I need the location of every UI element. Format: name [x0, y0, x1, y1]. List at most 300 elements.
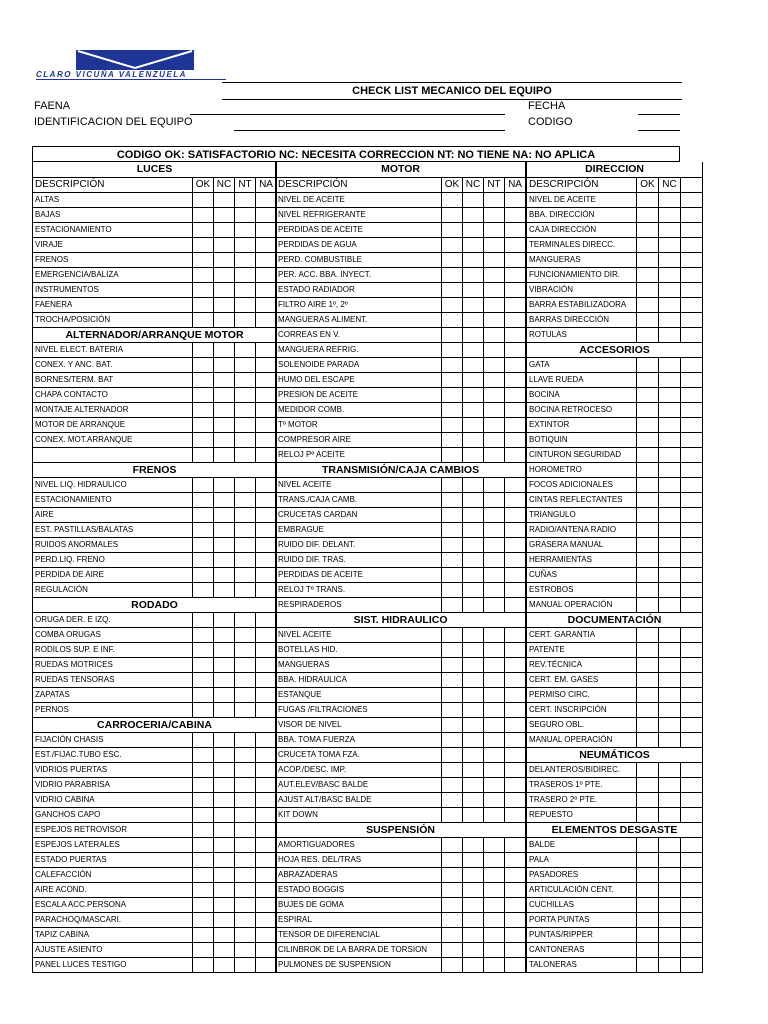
na-checkbox[interactable] [505, 762, 526, 777]
nc-checkbox[interactable] [463, 747, 484, 762]
ok-checkbox[interactable] [442, 942, 463, 957]
ok-checkbox[interactable] [193, 942, 214, 957]
nt-checkbox[interactable] [235, 312, 256, 327]
nt-checkbox[interactable] [484, 387, 505, 402]
ok-checkbox[interactable] [442, 912, 463, 927]
extra-checkbox[interactable] [681, 702, 703, 717]
nt-checkbox[interactable] [484, 327, 505, 342]
nt-checkbox[interactable] [484, 912, 505, 927]
faena-field[interactable] [190, 114, 505, 115]
ok-checkbox[interactable] [442, 342, 463, 357]
nc-checkbox[interactable] [214, 402, 235, 417]
na-checkbox[interactable] [256, 342, 277, 357]
ok-checkbox[interactable] [442, 837, 463, 852]
na-checkbox[interactable] [505, 807, 526, 822]
nc-checkbox[interactable] [214, 252, 235, 267]
ok-checkbox[interactable] [193, 912, 214, 927]
nt-checkbox[interactable] [484, 837, 505, 852]
na-checkbox[interactable] [256, 192, 277, 207]
extra-checkbox[interactable] [681, 867, 703, 882]
na-checkbox[interactable] [505, 867, 526, 882]
nt-checkbox[interactable] [484, 597, 505, 612]
extra-checkbox[interactable] [681, 537, 703, 552]
ok-checkbox[interactable] [442, 762, 463, 777]
ok-checkbox[interactable] [193, 687, 214, 702]
nc-checkbox[interactable] [214, 672, 235, 687]
nt-checkbox[interactable] [235, 357, 256, 372]
fecha-field[interactable] [638, 114, 680, 115]
na-checkbox[interactable] [256, 642, 277, 657]
nt-checkbox[interactable] [484, 552, 505, 567]
ok-checkbox[interactable] [193, 747, 214, 762]
na-checkbox[interactable] [256, 627, 277, 642]
nt-checkbox[interactable] [235, 702, 256, 717]
nc-checkbox[interactable] [214, 537, 235, 552]
extra-checkbox[interactable] [681, 927, 703, 942]
nc-checkbox[interactable] [463, 777, 484, 792]
extra-checkbox[interactable] [681, 192, 703, 207]
nc-checkbox[interactable] [463, 222, 484, 237]
ok-checkbox[interactable] [442, 252, 463, 267]
na-checkbox[interactable] [256, 957, 277, 972]
ok-checkbox[interactable] [442, 747, 463, 762]
nc-checkbox[interactable] [214, 687, 235, 702]
nt-checkbox[interactable] [235, 432, 256, 447]
nt-checkbox[interactable] [235, 387, 256, 402]
na-checkbox[interactable] [505, 852, 526, 867]
extra-checkbox[interactable] [681, 882, 703, 897]
nt-checkbox[interactable] [484, 417, 505, 432]
nc-checkbox[interactable] [659, 297, 681, 312]
nt-checkbox[interactable] [235, 897, 256, 912]
nt-checkbox[interactable] [484, 537, 505, 552]
nt-checkbox[interactable] [484, 252, 505, 267]
nt-checkbox[interactable] [235, 747, 256, 762]
nc-checkbox[interactable] [463, 387, 484, 402]
nc-checkbox[interactable] [214, 867, 235, 882]
extra-checkbox[interactable] [681, 282, 703, 297]
ok-checkbox[interactable] [442, 477, 463, 492]
ok-checkbox[interactable] [637, 477, 659, 492]
nt-checkbox[interactable] [235, 492, 256, 507]
nc-checkbox[interactable] [463, 807, 484, 822]
ok-checkbox[interactable] [442, 597, 463, 612]
ok-checkbox[interactable] [193, 252, 214, 267]
na-checkbox[interactable] [256, 807, 277, 822]
na-checkbox[interactable] [505, 882, 526, 897]
nc-checkbox[interactable] [463, 447, 484, 462]
na-checkbox[interactable] [256, 312, 277, 327]
nc-checkbox[interactable] [214, 627, 235, 642]
ok-checkbox[interactable] [442, 402, 463, 417]
na-checkbox[interactable] [505, 282, 526, 297]
ok-checkbox[interactable] [637, 942, 659, 957]
na-checkbox[interactable] [505, 777, 526, 792]
nt-checkbox[interactable] [484, 372, 505, 387]
nt-checkbox[interactable] [484, 897, 505, 912]
na-checkbox[interactable] [256, 582, 277, 597]
na-checkbox[interactable] [505, 702, 526, 717]
ok-checkbox[interactable] [193, 537, 214, 552]
nt-checkbox[interactable] [235, 252, 256, 267]
nt-checkbox[interactable] [235, 912, 256, 927]
ok-checkbox[interactable] [442, 312, 463, 327]
nc-checkbox[interactable] [214, 492, 235, 507]
ok-checkbox[interactable] [637, 327, 659, 342]
nc-checkbox[interactable] [659, 267, 681, 282]
nc-checkbox[interactable] [214, 477, 235, 492]
ok-checkbox[interactable] [193, 837, 214, 852]
na-checkbox[interactable] [505, 912, 526, 927]
ok-checkbox[interactable] [637, 657, 659, 672]
nc-checkbox[interactable] [463, 552, 484, 567]
nc-checkbox[interactable] [214, 957, 235, 972]
nc-checkbox[interactable] [659, 597, 681, 612]
extra-checkbox[interactable] [681, 942, 703, 957]
na-checkbox[interactable] [256, 897, 277, 912]
na-checkbox[interactable] [256, 927, 277, 942]
nc-checkbox[interactable] [214, 522, 235, 537]
nc-checkbox[interactable] [659, 687, 681, 702]
extra-checkbox[interactable] [681, 207, 703, 222]
na-checkbox[interactable] [256, 912, 277, 927]
na-checkbox[interactable] [505, 642, 526, 657]
nc-checkbox[interactable] [659, 222, 681, 237]
ok-checkbox[interactable] [637, 567, 659, 582]
nt-checkbox[interactable] [484, 567, 505, 582]
na-checkbox[interactable] [505, 507, 526, 522]
nc-checkbox[interactable] [214, 387, 235, 402]
nc-checkbox[interactable] [463, 582, 484, 597]
na-checkbox[interactable] [256, 282, 277, 297]
ok-checkbox[interactable] [637, 687, 659, 702]
ok-checkbox[interactable] [442, 417, 463, 432]
nt-checkbox[interactable] [484, 492, 505, 507]
ok-checkbox[interactable] [193, 807, 214, 822]
nt-checkbox[interactable] [484, 867, 505, 882]
na-checkbox[interactable] [505, 552, 526, 567]
na-checkbox[interactable] [505, 732, 526, 747]
ok-checkbox[interactable] [193, 882, 214, 897]
ok-checkbox[interactable] [442, 672, 463, 687]
nc-checkbox[interactable] [463, 837, 484, 852]
ok-checkbox[interactable] [442, 852, 463, 867]
nt-checkbox[interactable] [235, 687, 256, 702]
na-checkbox[interactable] [505, 252, 526, 267]
nc-checkbox[interactable] [659, 702, 681, 717]
nc-checkbox[interactable] [463, 537, 484, 552]
nc-checkbox[interactable] [463, 627, 484, 642]
nc-checkbox[interactable] [659, 252, 681, 267]
nc-checkbox[interactable] [214, 792, 235, 807]
ok-checkbox[interactable] [193, 777, 214, 792]
nc-checkbox[interactable] [463, 567, 484, 582]
nc-checkbox[interactable] [214, 237, 235, 252]
nc-checkbox[interactable] [659, 552, 681, 567]
extra-checkbox[interactable] [681, 732, 703, 747]
extra-checkbox[interactable] [681, 507, 703, 522]
nc-checkbox[interactable] [659, 492, 681, 507]
extra-checkbox[interactable] [681, 762, 703, 777]
na-checkbox[interactable] [256, 297, 277, 312]
nt-checkbox[interactable] [235, 612, 256, 627]
nc-checkbox[interactable] [463, 432, 484, 447]
ok-checkbox[interactable] [442, 687, 463, 702]
na-checkbox[interactable] [505, 522, 526, 537]
ok-checkbox[interactable] [193, 762, 214, 777]
na-checkbox[interactable] [256, 612, 277, 627]
na-checkbox[interactable] [256, 552, 277, 567]
ok-checkbox[interactable] [637, 837, 659, 852]
na-checkbox[interactable] [505, 927, 526, 942]
nc-checkbox[interactable] [659, 522, 681, 537]
na-checkbox[interactable] [256, 657, 277, 672]
na-checkbox[interactable] [256, 432, 277, 447]
na-checkbox[interactable] [256, 417, 277, 432]
ok-checkbox[interactable] [442, 717, 463, 732]
ok-checkbox[interactable] [442, 357, 463, 372]
nt-checkbox[interactable] [235, 957, 256, 972]
nc-checkbox[interactable] [659, 792, 681, 807]
ok-checkbox[interactable] [193, 357, 214, 372]
nc-checkbox[interactable] [463, 897, 484, 912]
extra-checkbox[interactable] [681, 687, 703, 702]
na-checkbox[interactable] [505, 747, 526, 762]
ok-checkbox[interactable] [442, 567, 463, 582]
ok-checkbox[interactable] [637, 807, 659, 822]
ok-checkbox[interactable] [442, 867, 463, 882]
nt-checkbox[interactable] [235, 882, 256, 897]
nc-checkbox[interactable] [214, 852, 235, 867]
ok-checkbox[interactable] [442, 207, 463, 222]
nt-checkbox[interactable] [235, 582, 256, 597]
nt-checkbox[interactable] [484, 927, 505, 942]
ok-checkbox[interactable] [193, 672, 214, 687]
extra-checkbox[interactable] [681, 777, 703, 792]
na-checkbox[interactable] [505, 792, 526, 807]
na-checkbox[interactable] [505, 417, 526, 432]
nc-checkbox[interactable] [463, 702, 484, 717]
nt-checkbox[interactable] [235, 627, 256, 642]
nc-checkbox[interactable] [659, 477, 681, 492]
na-checkbox[interactable] [505, 372, 526, 387]
ok-checkbox[interactable] [637, 492, 659, 507]
nt-checkbox[interactable] [484, 852, 505, 867]
na-checkbox[interactable] [256, 252, 277, 267]
na-checkbox[interactable] [256, 687, 277, 702]
ok-checkbox[interactable] [442, 792, 463, 807]
nc-checkbox[interactable] [463, 957, 484, 972]
nc-checkbox[interactable] [463, 192, 484, 207]
nc-checkbox[interactable] [659, 507, 681, 522]
nc-checkbox[interactable] [659, 732, 681, 747]
ok-checkbox[interactable] [637, 192, 659, 207]
nt-checkbox[interactable] [484, 627, 505, 642]
nt-checkbox[interactable] [484, 297, 505, 312]
nt-checkbox[interactable] [235, 642, 256, 657]
nt-checkbox[interactable] [484, 282, 505, 297]
ok-checkbox[interactable] [442, 537, 463, 552]
ok-checkbox[interactable] [637, 792, 659, 807]
na-checkbox[interactable] [505, 387, 526, 402]
ok-checkbox[interactable] [637, 537, 659, 552]
extra-checkbox[interactable] [681, 312, 703, 327]
nc-checkbox[interactable] [463, 507, 484, 522]
ok-checkbox[interactable] [442, 447, 463, 462]
extra-checkbox[interactable] [681, 327, 703, 342]
nc-checkbox[interactable] [214, 267, 235, 282]
ok-checkbox[interactable] [193, 387, 214, 402]
ok-checkbox[interactable] [442, 897, 463, 912]
ok-checkbox[interactable] [193, 477, 214, 492]
nt-checkbox[interactable] [484, 207, 505, 222]
nt-checkbox[interactable] [235, 732, 256, 747]
ok-checkbox[interactable] [442, 522, 463, 537]
nt-checkbox[interactable] [484, 717, 505, 732]
ok-checkbox[interactable] [442, 192, 463, 207]
na-checkbox[interactable] [505, 597, 526, 612]
ok-checkbox[interactable] [637, 672, 659, 687]
ok-checkbox[interactable] [442, 387, 463, 402]
nc-checkbox[interactable] [659, 897, 681, 912]
extra-checkbox[interactable] [681, 237, 703, 252]
extra-checkbox[interactable] [681, 477, 703, 492]
na-checkbox[interactable] [256, 447, 277, 462]
extra-checkbox[interactable] [681, 462, 703, 477]
ok-checkbox[interactable] [637, 222, 659, 237]
na-checkbox[interactable] [505, 687, 526, 702]
ok-checkbox[interactable] [442, 927, 463, 942]
ok-checkbox[interactable] [637, 312, 659, 327]
nt-checkbox[interactable] [235, 807, 256, 822]
na-checkbox[interactable] [505, 582, 526, 597]
na-checkbox[interactable] [256, 882, 277, 897]
ok-checkbox[interactable] [442, 777, 463, 792]
nc-checkbox[interactable] [659, 777, 681, 792]
nc-checkbox[interactable] [659, 927, 681, 942]
na-checkbox[interactable] [256, 222, 277, 237]
nt-checkbox[interactable] [235, 447, 256, 462]
extra-checkbox[interactable] [681, 582, 703, 597]
nt-checkbox[interactable] [235, 192, 256, 207]
ok-checkbox[interactable] [637, 702, 659, 717]
ok-checkbox[interactable] [637, 462, 659, 477]
nt-checkbox[interactable] [235, 792, 256, 807]
nt-checkbox[interactable] [484, 732, 505, 747]
ok-checkbox[interactable] [193, 552, 214, 567]
na-checkbox[interactable] [256, 387, 277, 402]
na-checkbox[interactable] [256, 507, 277, 522]
na-checkbox[interactable] [505, 342, 526, 357]
ok-checkbox[interactable] [442, 627, 463, 642]
ok-checkbox[interactable] [193, 567, 214, 582]
ok-checkbox[interactable] [193, 867, 214, 882]
ok-checkbox[interactable] [637, 912, 659, 927]
ok-checkbox[interactable] [193, 372, 214, 387]
extra-checkbox[interactable] [681, 522, 703, 537]
nc-checkbox[interactable] [659, 642, 681, 657]
nc-checkbox[interactable] [463, 297, 484, 312]
na-checkbox[interactable] [505, 402, 526, 417]
na-checkbox[interactable] [505, 327, 526, 342]
ok-checkbox[interactable] [637, 357, 659, 372]
nc-checkbox[interactable] [463, 342, 484, 357]
ok-checkbox[interactable] [193, 192, 214, 207]
nc-checkbox[interactable] [659, 882, 681, 897]
nt-checkbox[interactable] [484, 222, 505, 237]
nt-checkbox[interactable] [235, 852, 256, 867]
na-checkbox[interactable] [505, 672, 526, 687]
ok-checkbox[interactable] [193, 612, 214, 627]
na-checkbox[interactable] [505, 627, 526, 642]
extra-checkbox[interactable] [681, 672, 703, 687]
ok-checkbox[interactable] [637, 372, 659, 387]
ok-checkbox[interactable] [442, 957, 463, 972]
extra-checkbox[interactable] [681, 792, 703, 807]
na-checkbox[interactable] [256, 792, 277, 807]
ok-checkbox[interactable] [442, 297, 463, 312]
nc-checkbox[interactable] [214, 642, 235, 657]
nc-checkbox[interactable] [463, 732, 484, 747]
nc-checkbox[interactable] [214, 447, 235, 462]
ok-checkbox[interactable] [193, 642, 214, 657]
extra-checkbox[interactable] [681, 837, 703, 852]
ok-checkbox[interactable] [193, 582, 214, 597]
nc-checkbox[interactable] [463, 657, 484, 672]
ok-checkbox[interactable] [442, 372, 463, 387]
nc-checkbox[interactable] [659, 807, 681, 822]
nc-checkbox[interactable] [214, 822, 235, 837]
nc-checkbox[interactable] [214, 207, 235, 222]
nt-checkbox[interactable] [235, 372, 256, 387]
nt-checkbox[interactable] [484, 747, 505, 762]
nc-checkbox[interactable] [463, 942, 484, 957]
ok-checkbox[interactable] [637, 852, 659, 867]
nc-checkbox[interactable] [214, 282, 235, 297]
nc-checkbox[interactable] [214, 732, 235, 747]
na-checkbox[interactable] [505, 192, 526, 207]
nt-checkbox[interactable] [484, 357, 505, 372]
ok-checkbox[interactable] [637, 732, 659, 747]
extra-checkbox[interactable] [681, 552, 703, 567]
ok-checkbox[interactable] [637, 762, 659, 777]
na-checkbox[interactable] [505, 537, 526, 552]
nc-checkbox[interactable] [463, 867, 484, 882]
na-checkbox[interactable] [256, 477, 277, 492]
ok-checkbox[interactable] [637, 252, 659, 267]
nc-checkbox[interactable] [659, 567, 681, 582]
nc-checkbox[interactable] [659, 462, 681, 477]
nt-checkbox[interactable] [235, 342, 256, 357]
ok-checkbox[interactable] [193, 432, 214, 447]
ok-checkbox[interactable] [637, 387, 659, 402]
nc-checkbox[interactable] [463, 672, 484, 687]
nc-checkbox[interactable] [659, 717, 681, 732]
nc-checkbox[interactable] [214, 927, 235, 942]
nc-checkbox[interactable] [214, 942, 235, 957]
nt-checkbox[interactable] [484, 192, 505, 207]
nt-checkbox[interactable] [484, 702, 505, 717]
nt-checkbox[interactable] [484, 267, 505, 282]
nc-checkbox[interactable] [659, 282, 681, 297]
extra-checkbox[interactable] [681, 432, 703, 447]
extra-checkbox[interactable] [681, 402, 703, 417]
nt-checkbox[interactable] [235, 927, 256, 942]
na-checkbox[interactable] [256, 267, 277, 282]
nt-checkbox[interactable] [484, 402, 505, 417]
extra-checkbox[interactable] [681, 222, 703, 237]
nt-checkbox[interactable] [235, 222, 256, 237]
